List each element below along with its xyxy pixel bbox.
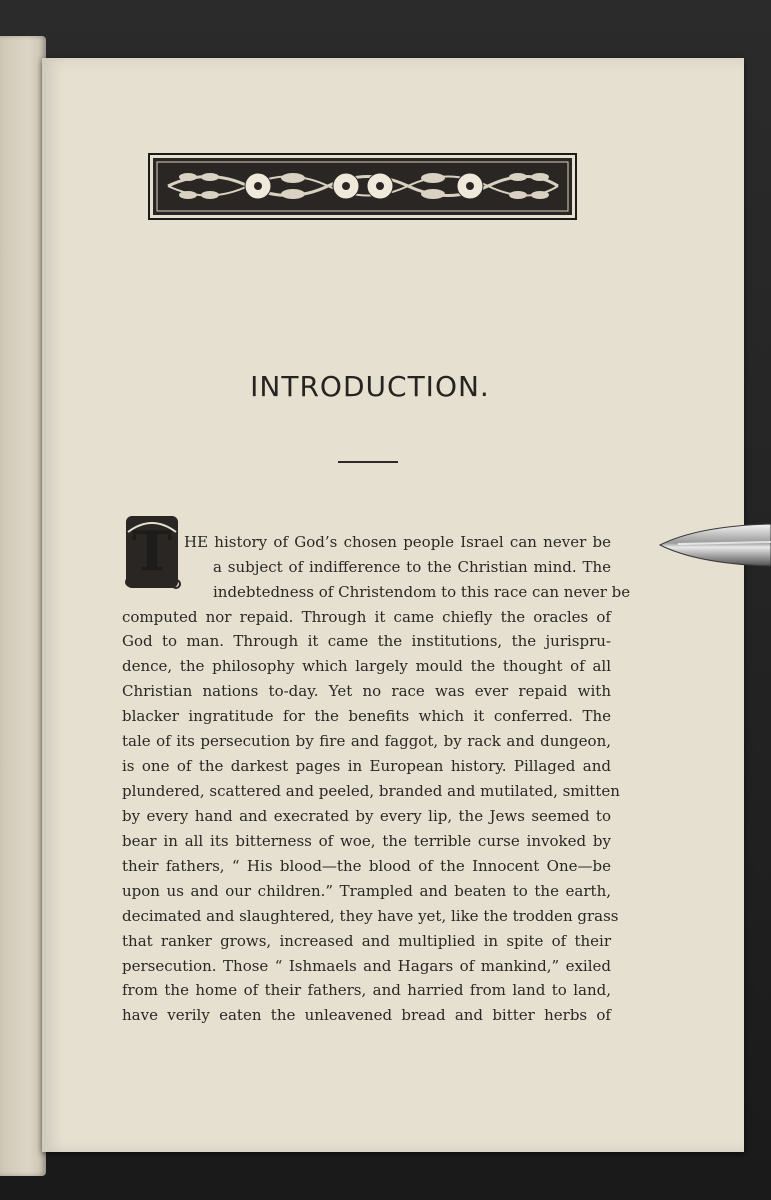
text-line: indebtedness of Christendom to this race can never be — [213, 583, 631, 601]
text-line: have verily eaten the unleavened bread and bitter herbs of — [122, 1006, 611, 1024]
facing-page-edge — [0, 36, 46, 1176]
text-line: blacker ingratitude for the benefits which it conferred. The — [122, 707, 611, 725]
text-line: HE history of God’s chosen people Israel can never be — [184, 533, 611, 551]
text-line: plundered, scattered and peeled, branded and mutilated, smitten — [122, 782, 620, 800]
text-line: computed nor repaid. Through it came chiefly the oracles of — [122, 608, 611, 626]
body-text — [42, 58, 744, 1152]
text-line: Christian nations to-day. Yet no race was ever repaid with — [122, 682, 611, 700]
text-line: is one of the darkest pages in European history. Pillaged and — [122, 757, 611, 775]
book-page — [42, 58, 744, 1152]
text-line: bear in all its bitterness of woe, the terrible curse invoked by — [122, 832, 611, 850]
text-line: upon us and our children.” Trampled and beaten to the earth, — [122, 882, 611, 900]
text-line: decimated and slaughtered, they have yet, like the trodden grass — [122, 907, 619, 925]
text-line: persecution. Those “ Ishmaels and Hagars of mankind,” exiled — [122, 957, 611, 975]
text-line: that ranker grows, increased and multiplied in spite of their — [122, 932, 611, 950]
drop-cap-letter: T — [131, 519, 173, 583]
chapter-title: INTRODUCTION. — [250, 370, 490, 403]
text-line: tale of its persecution by fire and faggot, by rack and dungeon, — [122, 732, 611, 750]
metal-page-pointer — [658, 518, 771, 570]
text-line: by every hand and execrated by every lip, the Jews seemed to — [122, 807, 611, 825]
text-line: a subject of indifference to the Christian mind. The — [213, 558, 611, 576]
text-line: God to man. Through it came the institutions, the jurispru- — [122, 632, 611, 650]
text-line: dence, the philosophy which largely mould the thought of all — [122, 657, 611, 675]
text-line: from the home of their fathers, and harried from land to land, — [122, 981, 611, 999]
text-line: their fathers, “ His blood—the blood of the Innocent One—be — [122, 857, 611, 875]
